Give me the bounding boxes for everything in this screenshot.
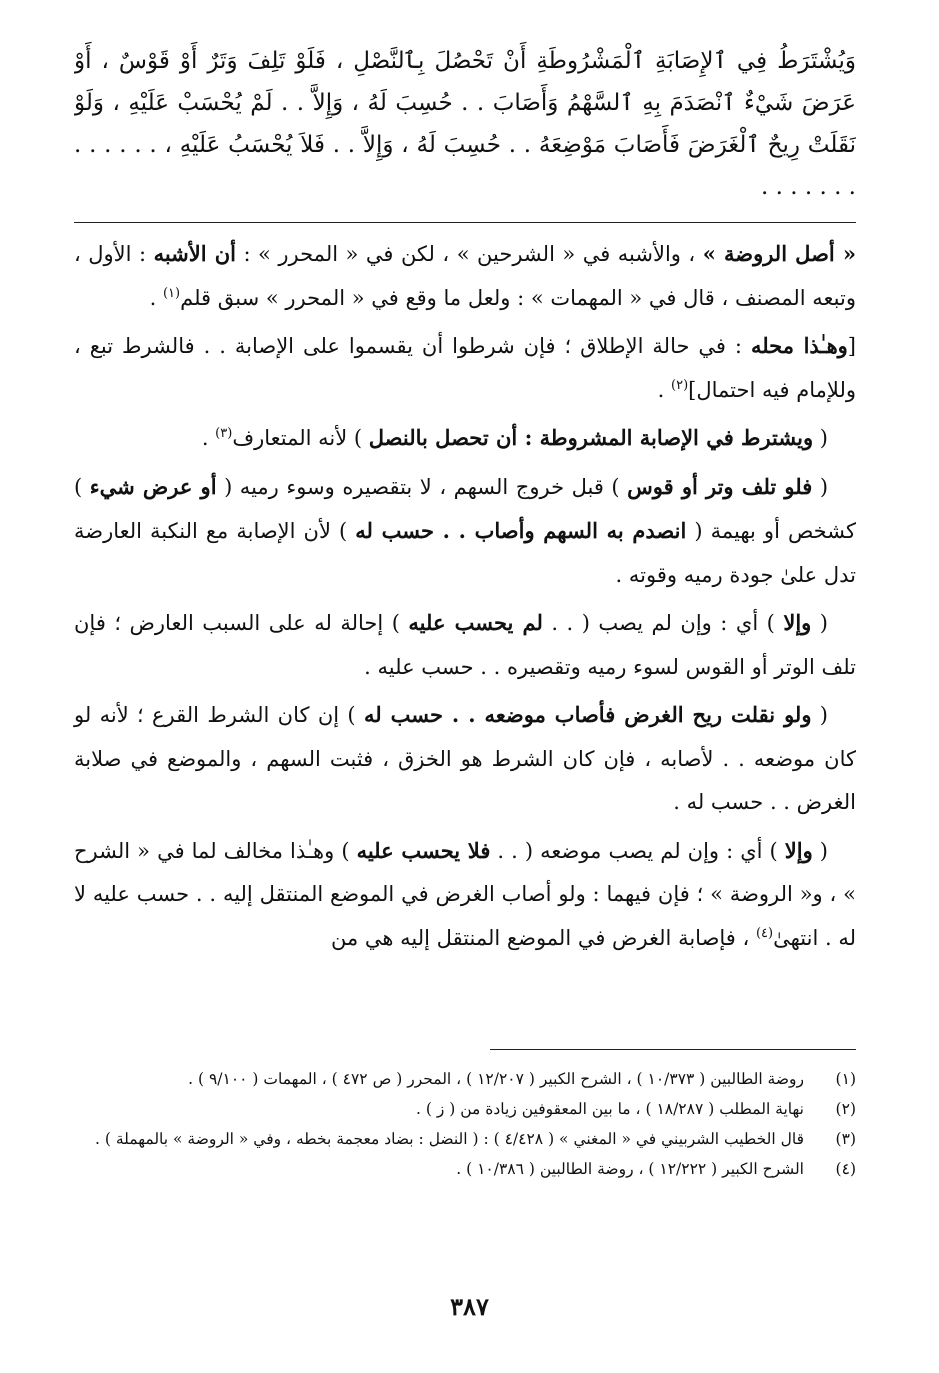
matn-quote: ويشترط في الإصابة المشروطة : أن تحصل بالنصل — [368, 425, 814, 450]
commentary-text: . — [201, 426, 216, 450]
commentary-text: : الأول ، وتبعه المصنف ، قال في « المهمات » : ولعل ما وقع في « المحرر » سبق قلم — [74, 242, 856, 310]
matn-block — [74, 40, 856, 202]
commentary-paragraph — [74, 829, 856, 961]
commentary-text: . — [657, 377, 671, 402]
footnote — [74, 1066, 856, 1092]
footnote-text: قال الخطيب الشربيني في « المغني » ( ٤/٤٢٨ ) : ( النضل : بضاد معجمة بخطه ، وفي « الروضة » بالمهملة ) . — [95, 1130, 804, 1148]
matn-text: وَيُشْتَرَطُ فِي ٱلإِصَابَةِ ٱلْمَشْرُوطَةِ أَنْ تَحْصُلَ بِٱلنَّصْلِ ، فَلَوْ تَلِفَ وَتَرٌ أَوْ قَوْسٌ ، أَوْ عَرَضَ شَيْءٌ ٱنْصَدَمَ بِهِ ٱلسَّهْمُ وَأَصَابَ . . حُسِبَ لَهُ ، وَإِلاَّ . . لَمْ يُحْسَبْ عَلَيْهِ ، وَلَوْ نَقَلَتْ رِيحٌ ٱلْغَرَضَ فَأَصَابَ مَوْضِعَهُ . . حُسِبَ لَهُ ، وَإِلاَّ . . فَلاَ يُحْسَبُ عَلَيْهِ ، . . . . . . . . . . . . . — [74, 48, 856, 200]
commentary-text: ( — [812, 838, 828, 863]
footnote — [74, 1126, 856, 1152]
commentary-block — [74, 232, 856, 960]
footnote-ref: (١) — [162, 285, 181, 301]
matn-quote: ولو نقلت ريح الغرض فأصاب موضعه . . حسب له — [363, 702, 812, 727]
footnote-ref: (٤) — [755, 925, 774, 941]
commentary-text: ( — [811, 611, 828, 635]
commentary-text: ) إن كان الشرط القرع ؛ لأنه لو كان موضعه . . لأصابه ، فإن كان الشرط هو الخزق ، فثبت السهم ، والموضع في صلابة الغرض . . حسب له . — [74, 703, 856, 814]
commentary-text: ، والأشبه في « الشرحين » ، لكن في « المحرر » : — [235, 242, 703, 266]
footnote-number: (٢) — [835, 1100, 856, 1118]
footnote-number: (٤) — [835, 1160, 856, 1178]
matn-quote: انصدم به السهم وأصاب . . حسب له — [355, 518, 687, 543]
footnote — [74, 1156, 856, 1182]
footnote-text: نهاية المطلب ( ١٨/٢٨٧ ) ، ما بين المعقوفين زيادة من ( ز ) . — [416, 1100, 804, 1118]
commentary-text: [ — [847, 334, 856, 358]
footnote — [74, 1096, 856, 1122]
commentary-text: ) قبل خروج السهم ، لا بتقصيره وسوء رميه ( — [216, 474, 628, 499]
matn-divider — [74, 222, 856, 223]
footnotes-block — [74, 1066, 856, 1186]
matn-quote: وإلا — [784, 837, 813, 863]
matn-quote: لم يحسب عليه — [408, 610, 543, 635]
commentary-text: ( — [811, 703, 829, 727]
matn-quote: فلا يحسب عليه — [356, 837, 491, 863]
commentary-text: ) وهـٰذا مخالف لما في « الشرح » ، و« الروضة » ؛ فإن فيهما : ولو أصاب الغرض في الموضع المنتقل إليه . . حسب عليه لا له . انتهىٰ — [74, 838, 856, 950]
footnote-ref: (٢) — [671, 377, 689, 393]
matn-quote: فلو تلف وتر أو قوس — [627, 473, 813, 499]
commentary-text: ) لأنه المتعارف — [232, 426, 369, 450]
commentary-text: ) أي : وإن لم يصب موضعه ( . . — [490, 838, 785, 863]
commentary-paragraph — [74, 693, 856, 825]
footnote-text: الشرح الكبير ( ١٢/٢٢٢ ) ، روضة الطالبين ( ١٠/٣٨٦ ) . — [456, 1160, 804, 1178]
commentary-text: ( — [813, 426, 828, 450]
commentary-text: ) أي : وإن لم يصب ( . . — [542, 611, 784, 635]
commentary-paragraph — [74, 416, 856, 461]
commentary-paragraph — [74, 232, 856, 320]
footnote-number: (٣) — [835, 1130, 856, 1148]
commentary-text: ( — [812, 474, 829, 499]
commentary-text: ) لأن الإصابة مع النكبة العارضة تدل علىٰ جودة رميه وقوته . — [74, 519, 856, 587]
footnote-rule — [490, 1049, 856, 1050]
matn-quote: « أصل الروضة » — [702, 241, 856, 266]
matn-quote: وهـٰذا محله — [750, 333, 848, 358]
matn-quote: وإلا — [783, 610, 812, 635]
commentary-text: ) كشخص أو بهيمة ( — [74, 474, 856, 543]
commentary-paragraph — [74, 324, 856, 412]
commentary-paragraph — [74, 465, 856, 598]
matn-quote: أن الأشبه — [153, 241, 236, 266]
commentary-paragraph — [74, 601, 856, 689]
footnote-text: روضة الطالبين ( ١٠/٣٧٣ ) ، الشرح الكبير ( ١٢/٢٠٧ ) ، المحرر ( ص ٤٧٢ ) ، المهمات ( ٩/١٠٠ ) . — [188, 1070, 804, 1088]
page-number: ٣٨٧ — [450, 1292, 489, 1321]
commentary-text: : في حالة الإطلاق ؛ فإن شرطوا أن يقسموا على الإصابة . . فالشرط تبع ، وللإمام فيه احتمال] — [74, 334, 856, 402]
matn-quote: أو عرض شيء — [89, 473, 217, 499]
commentary-text: . — [149, 285, 163, 310]
commentary-text: ) إحالة له على السبب العارض ؛ فإن تلف الوتر أو القوس لسوء رميه وتقصيره . . حسب عليه . — [74, 611, 856, 679]
commentary-text: ، فإصابة الغرض في الموضع المنتقل إليه هي من — [331, 925, 756, 950]
footnote-number: (١) — [835, 1070, 856, 1088]
footnote-ref: (٣) — [215, 426, 233, 441]
